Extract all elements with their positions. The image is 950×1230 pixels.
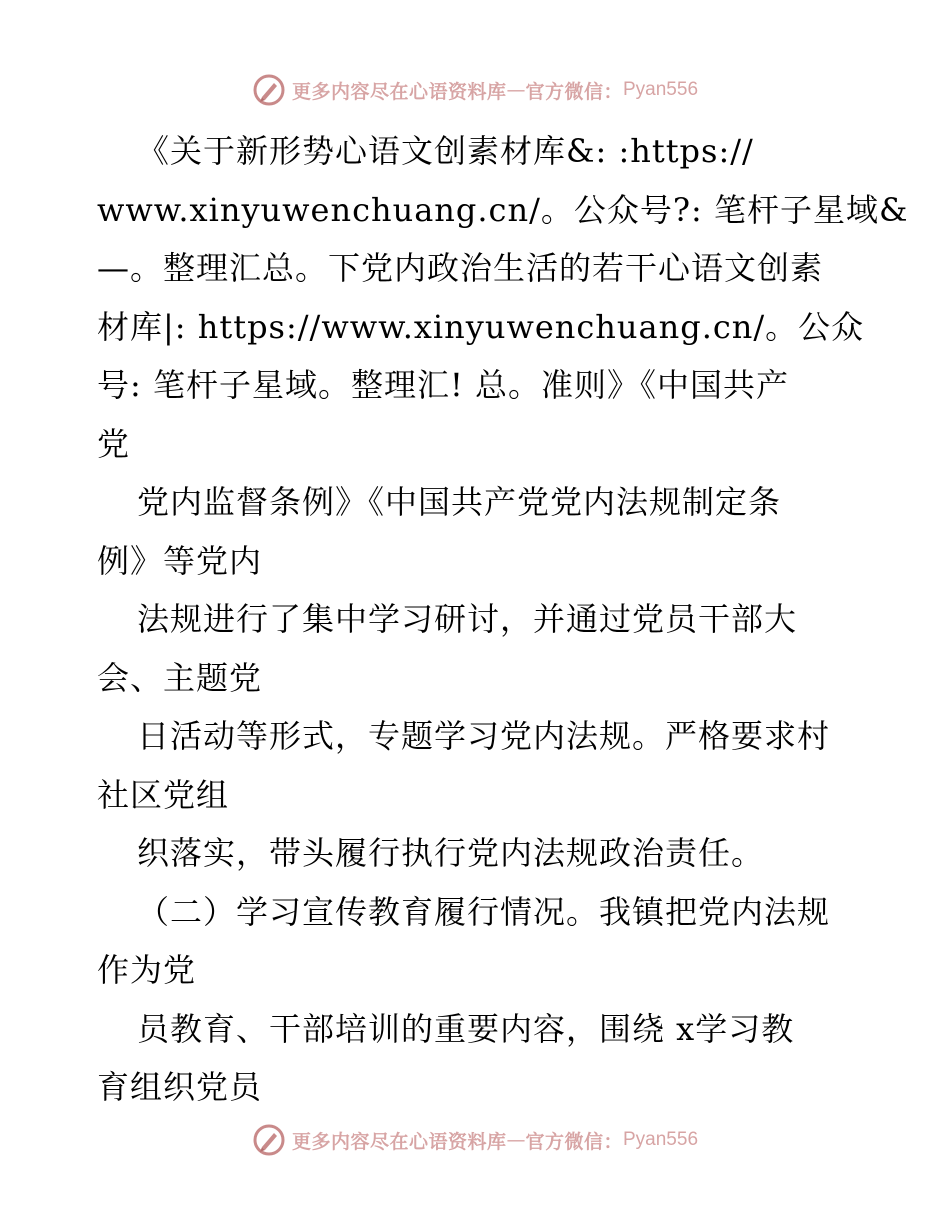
body-line: 材库|: https://www.xinyuwenchuang.cn/。公众 xyxy=(97,307,865,346)
watermark-separator: — xyxy=(506,79,526,101)
watermark-handle: Pyan556 xyxy=(623,1129,699,1150)
watermark-handle: Pyan556 xyxy=(623,79,699,100)
body-line: 作为党 xyxy=(97,951,197,989)
body-line: 社区党组 xyxy=(97,775,230,814)
watermark-separator: — xyxy=(506,1129,526,1151)
pen-logo-icon xyxy=(252,73,286,107)
body-line: 织落实，带头履行执行党内法规政治责任。 xyxy=(137,834,765,872)
body-line: 日活动等形式，专题学习党内法规。严格要求村 xyxy=(137,717,831,755)
body-line: 法规进行了集中学习研讨，并通过党员干部大 xyxy=(137,600,798,638)
body-line: 党 xyxy=(97,424,131,463)
body-line: www.xinyuwenchuang.cn/。公众号?: 笔杆子星域& xyxy=(97,190,909,229)
document-body xyxy=(97,122,909,1117)
body-line: （二）学习宣传教育履行情况。我镇把党内法规 xyxy=(137,892,831,931)
body-line: 会、主题党 xyxy=(97,658,263,697)
body-line: 例》等党内 xyxy=(97,541,263,580)
watermark-text: 更多内容尽在心语资料库 xyxy=(291,1130,507,1153)
watermark-text: 更多内容尽在心语资料库 xyxy=(291,80,507,103)
pen-logo-icon xyxy=(252,1123,286,1157)
body-line: 《关于新形势心语文创素材库&: :https:// xyxy=(137,132,754,170)
header-watermark xyxy=(0,70,950,110)
watermark-label: 官方微信： xyxy=(525,80,623,103)
watermark-label: 官方微信： xyxy=(525,1130,623,1153)
body-line: 号: 笔杆子星域。整理汇! 总。准则》《中国共产 xyxy=(97,366,789,404)
footer-watermark xyxy=(0,1120,950,1160)
body-line: 党内监督条例》《中国共产党党内法规制定条 xyxy=(137,483,782,521)
body-line: 育组织党员 xyxy=(97,1068,263,1106)
body-line: —。整理汇总。下党内政治生活的若干心语文创素 xyxy=(97,249,824,287)
body-line: 员教育、干部培训的重要内容，围绕 x学习教 xyxy=(137,1009,795,1048)
